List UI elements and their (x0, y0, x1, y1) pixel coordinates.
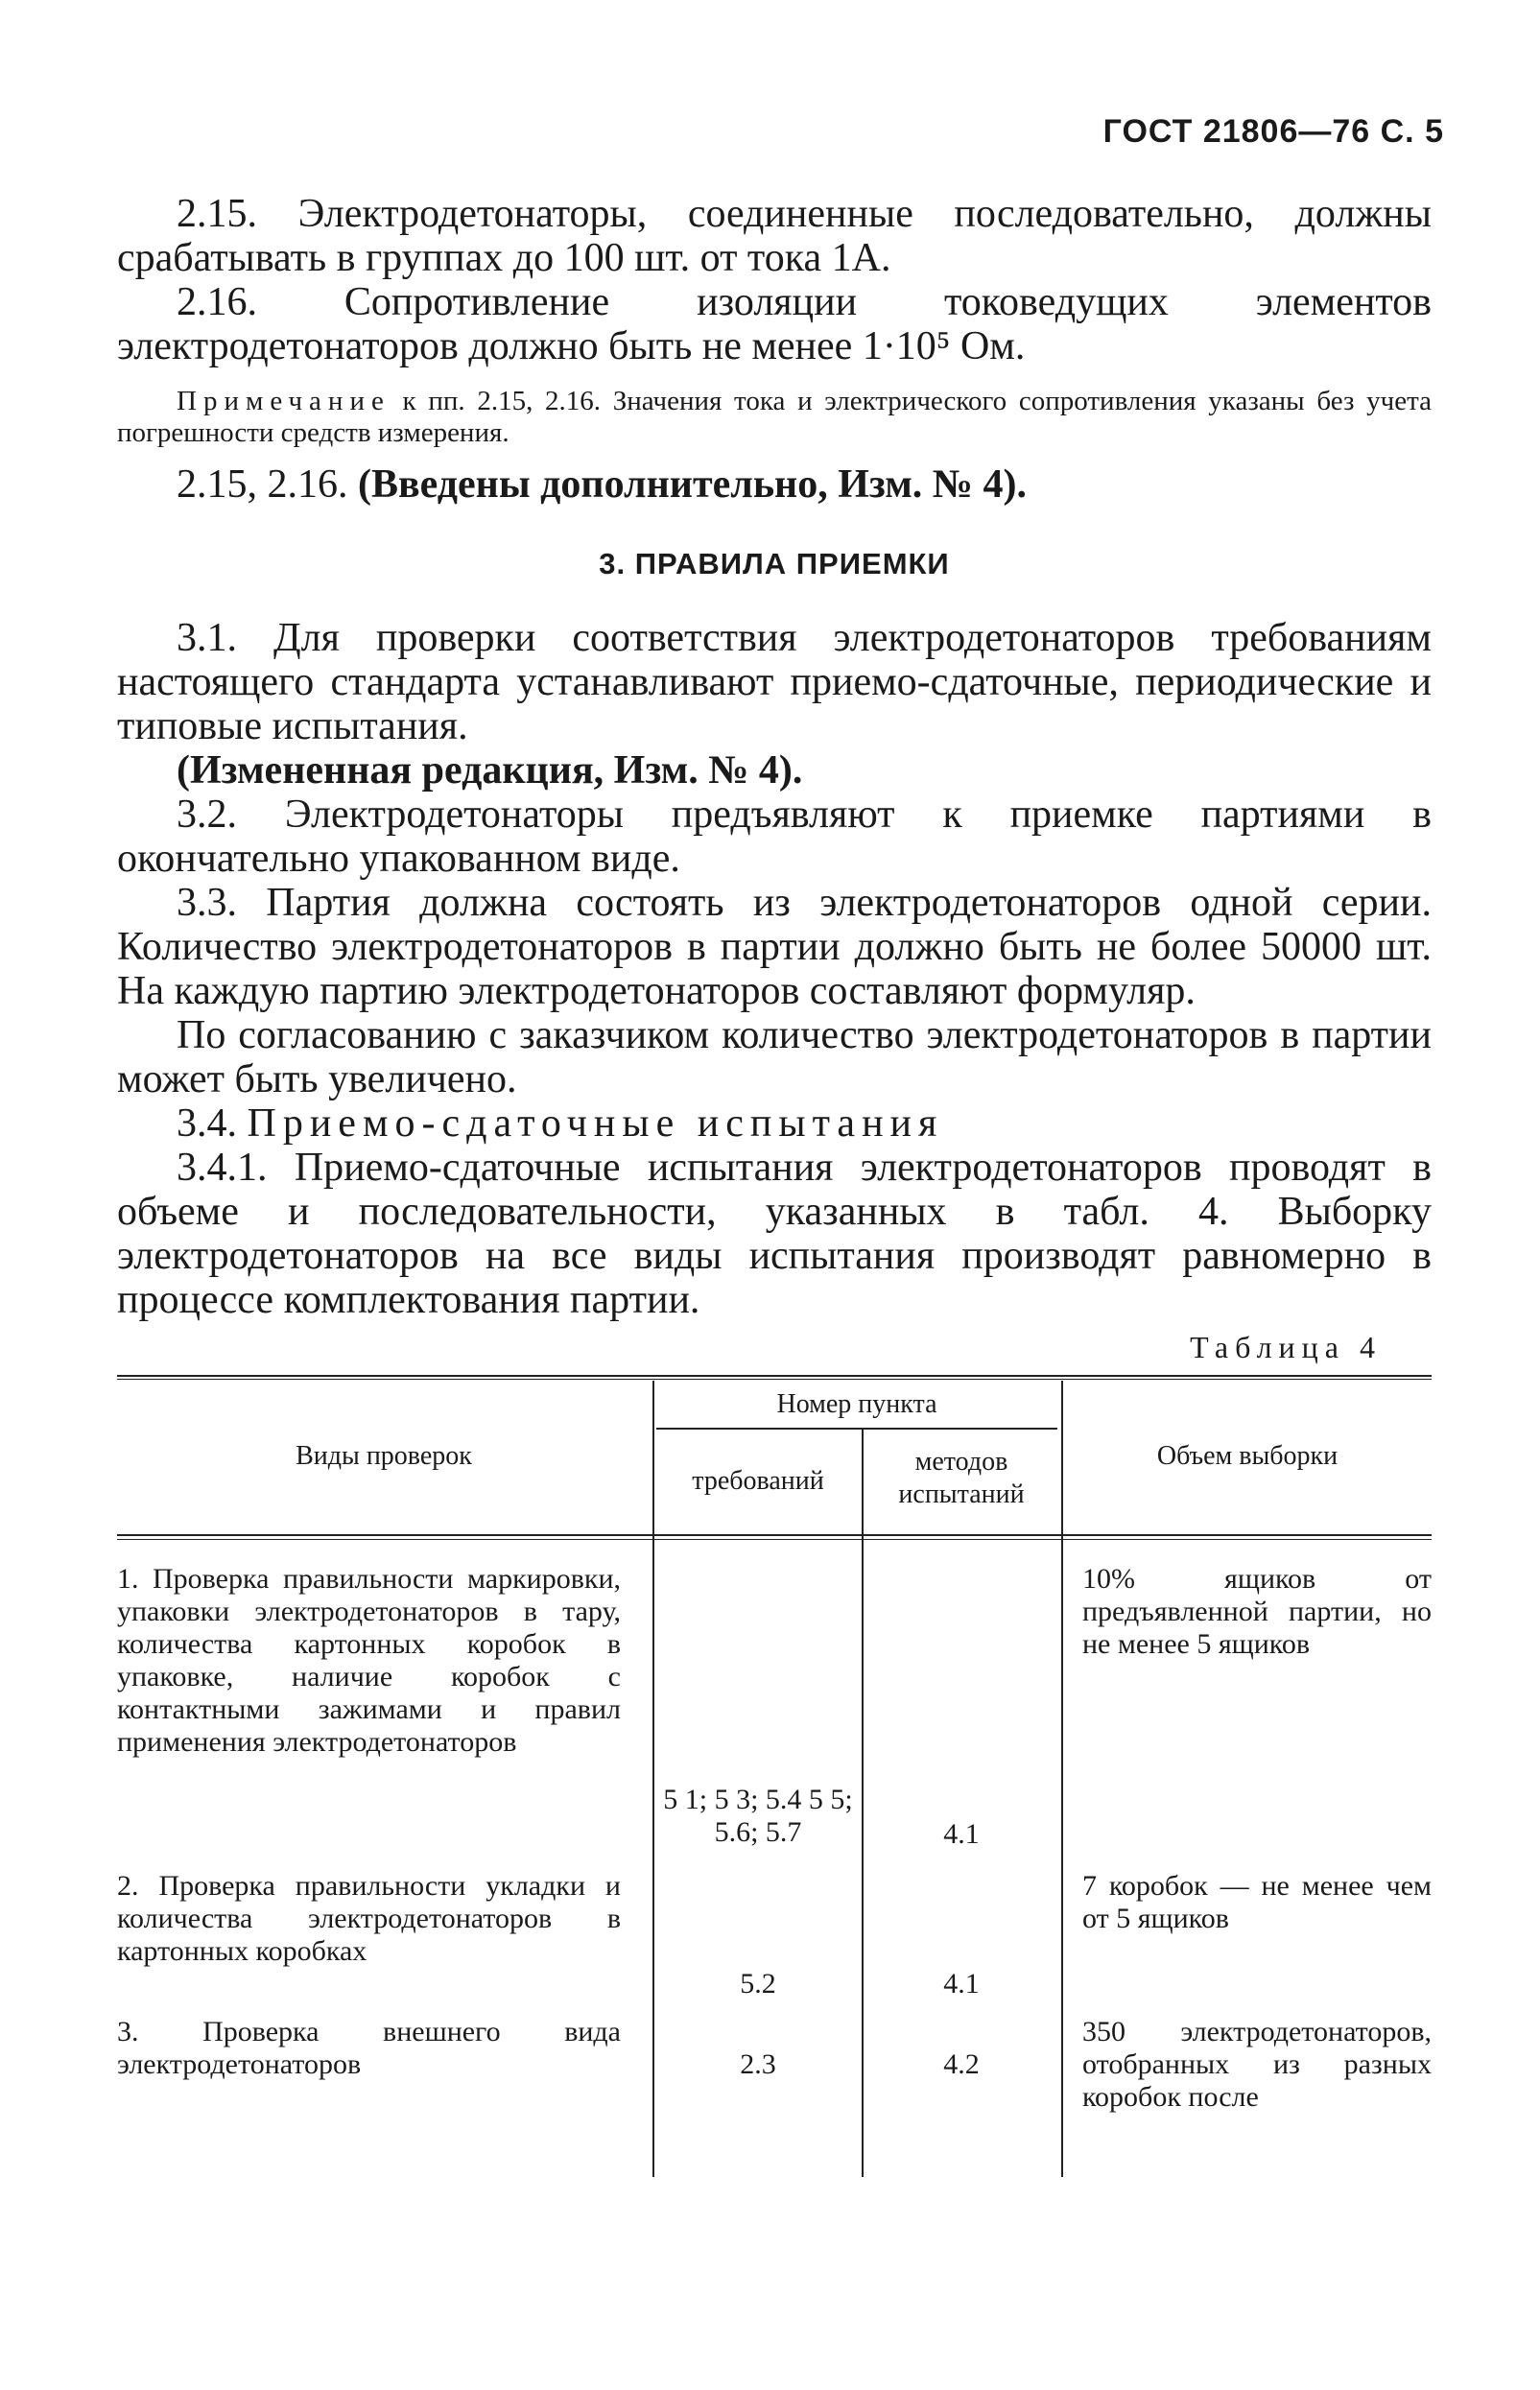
page-header: ГОСТ 21806—76 С. 5 (1102, 113, 1444, 150)
row1-check: 1. Проверка правильности маркировки, упаковки электродетонаторов в тару, количества картонных коробок в упаковке, наличие коробок с контактными зажимами и правил применения электродетонаторов (117, 1563, 621, 1758)
header-bottom-rule (117, 1534, 1432, 1536)
row1-method: 4.1 (943, 1818, 980, 1850)
paragraph-3-4-title: Приемо-сдаточные испытания (247, 1101, 944, 1146)
section-title: 3. ПРАВИЛА ПРИЕМКИ (599, 547, 950, 580)
table-4 (117, 1375, 1432, 2181)
note-label: Примечание (177, 386, 391, 416)
row3-method: 4.2 (943, 2048, 980, 2080)
table-caption: Таблица 4 (1190, 1330, 1382, 1364)
header-item-number: Номер пункта (776, 1389, 937, 1419)
paragraph-3-4-1: 3.4.1. Приемо-сдаточные испытания электродетонаторов проводят в объеме и последовательности, указанных в табл. 4. Выборку электродетонаторов на все виды испытания производят равномерно в процессе комплектования партии. (117, 1146, 1432, 1322)
amendment-text: (Введены дополнительно, Изм. № 4). (358, 462, 1027, 507)
row1-requirements: 5 1; 5 3; 5.4 5 5; 5.6; 5.7 (663, 1784, 853, 1848)
note (117, 386, 1432, 449)
col-divider-2 (862, 1430, 864, 2177)
row1-volume: 10% ящиков от предъявленной партии, но не менее 5 ящиков (1082, 1563, 1432, 1660)
note-text: к пп. 2.15, 2.16. Значения тока и электрического сопротивления указаны без учета погрешности средств измерения. (117, 386, 1432, 448)
paragraph-3-4 (117, 1101, 1432, 1146)
row2-volume: 7 коробок — не менее чем от 5 ящиков (1082, 1870, 1432, 1934)
paragraph-3-3b: По согласованию с заказчиком количество электродетонаторов в партии может быть увеличено. (117, 1013, 1432, 1101)
paragraph-2-15: 2.15. Электродетонаторы, соединенные последовательно, должны срабатывать в группах до 100 шт. от тока 1А. (117, 192, 1432, 280)
row3-check: 3. Проверка внешнего вида электродетонаторов (117, 2016, 621, 2080)
paragraph-2-16: 2.16. Сопротивление изоляции токоведущих элементов электродетонаторов должно быть не менее 1·10⁵ Ом. (117, 280, 1432, 368)
row2-method: 4.1 (943, 1968, 980, 2000)
header-methods: методов испытаний (898, 1447, 1025, 1509)
paragraph-3-3: 3.3. Партия должна состоять из электродетонаторов одной серии. Количество электродетонаторов в партии должно быть не более 50000 шт. На каждую партию электродетонаторов составляют формуляр. (117, 881, 1432, 1013)
row2-requirements: 5.2 (740, 1968, 776, 2000)
paragraph-3-1-change: (Измененная редакция, Изм. № 4). (177, 748, 803, 793)
group-header-rule (656, 1428, 1057, 1430)
header-checks: Виды проверок (296, 1441, 472, 1471)
header-volume: Объем выборки (1156, 1441, 1339, 1471)
document-body (117, 192, 1432, 2181)
col-divider-1 (652, 1381, 654, 2177)
table-top-rule (117, 1375, 1432, 1377)
paragraph-3-2: 3.2. Электродетонаторы предъявляют к приемке партиями в окончательно упакованном виде. (117, 793, 1432, 881)
col-divider-3 (1061, 1381, 1063, 2177)
row2-check: 2. Проверка правильности укладки и количества электродетонаторов в картонных коробках (117, 1870, 621, 1967)
paragraph-3-4-number: 3.4. (177, 1101, 248, 1146)
row3-requirements: 2.3 (740, 2048, 776, 2080)
header-requirements: требований (692, 1466, 824, 1496)
row3-volume: 350 электродетонаторов, отобранных из разных коробок после (1082, 2016, 1432, 2113)
amendment-line (117, 462, 1432, 507)
header-bottom-rule-2 (117, 1539, 1432, 1540)
table-top-rule-2 (117, 1379, 1432, 1380)
amendment-ref: 2.15, 2.16. (177, 462, 358, 507)
paragraph-3-1: 3.1. Для проверки соответствия электродетонаторов требованиям настоящего стандарта устанавливают приемо-сдаточные, периодические и типовые испытания. (117, 616, 1432, 748)
